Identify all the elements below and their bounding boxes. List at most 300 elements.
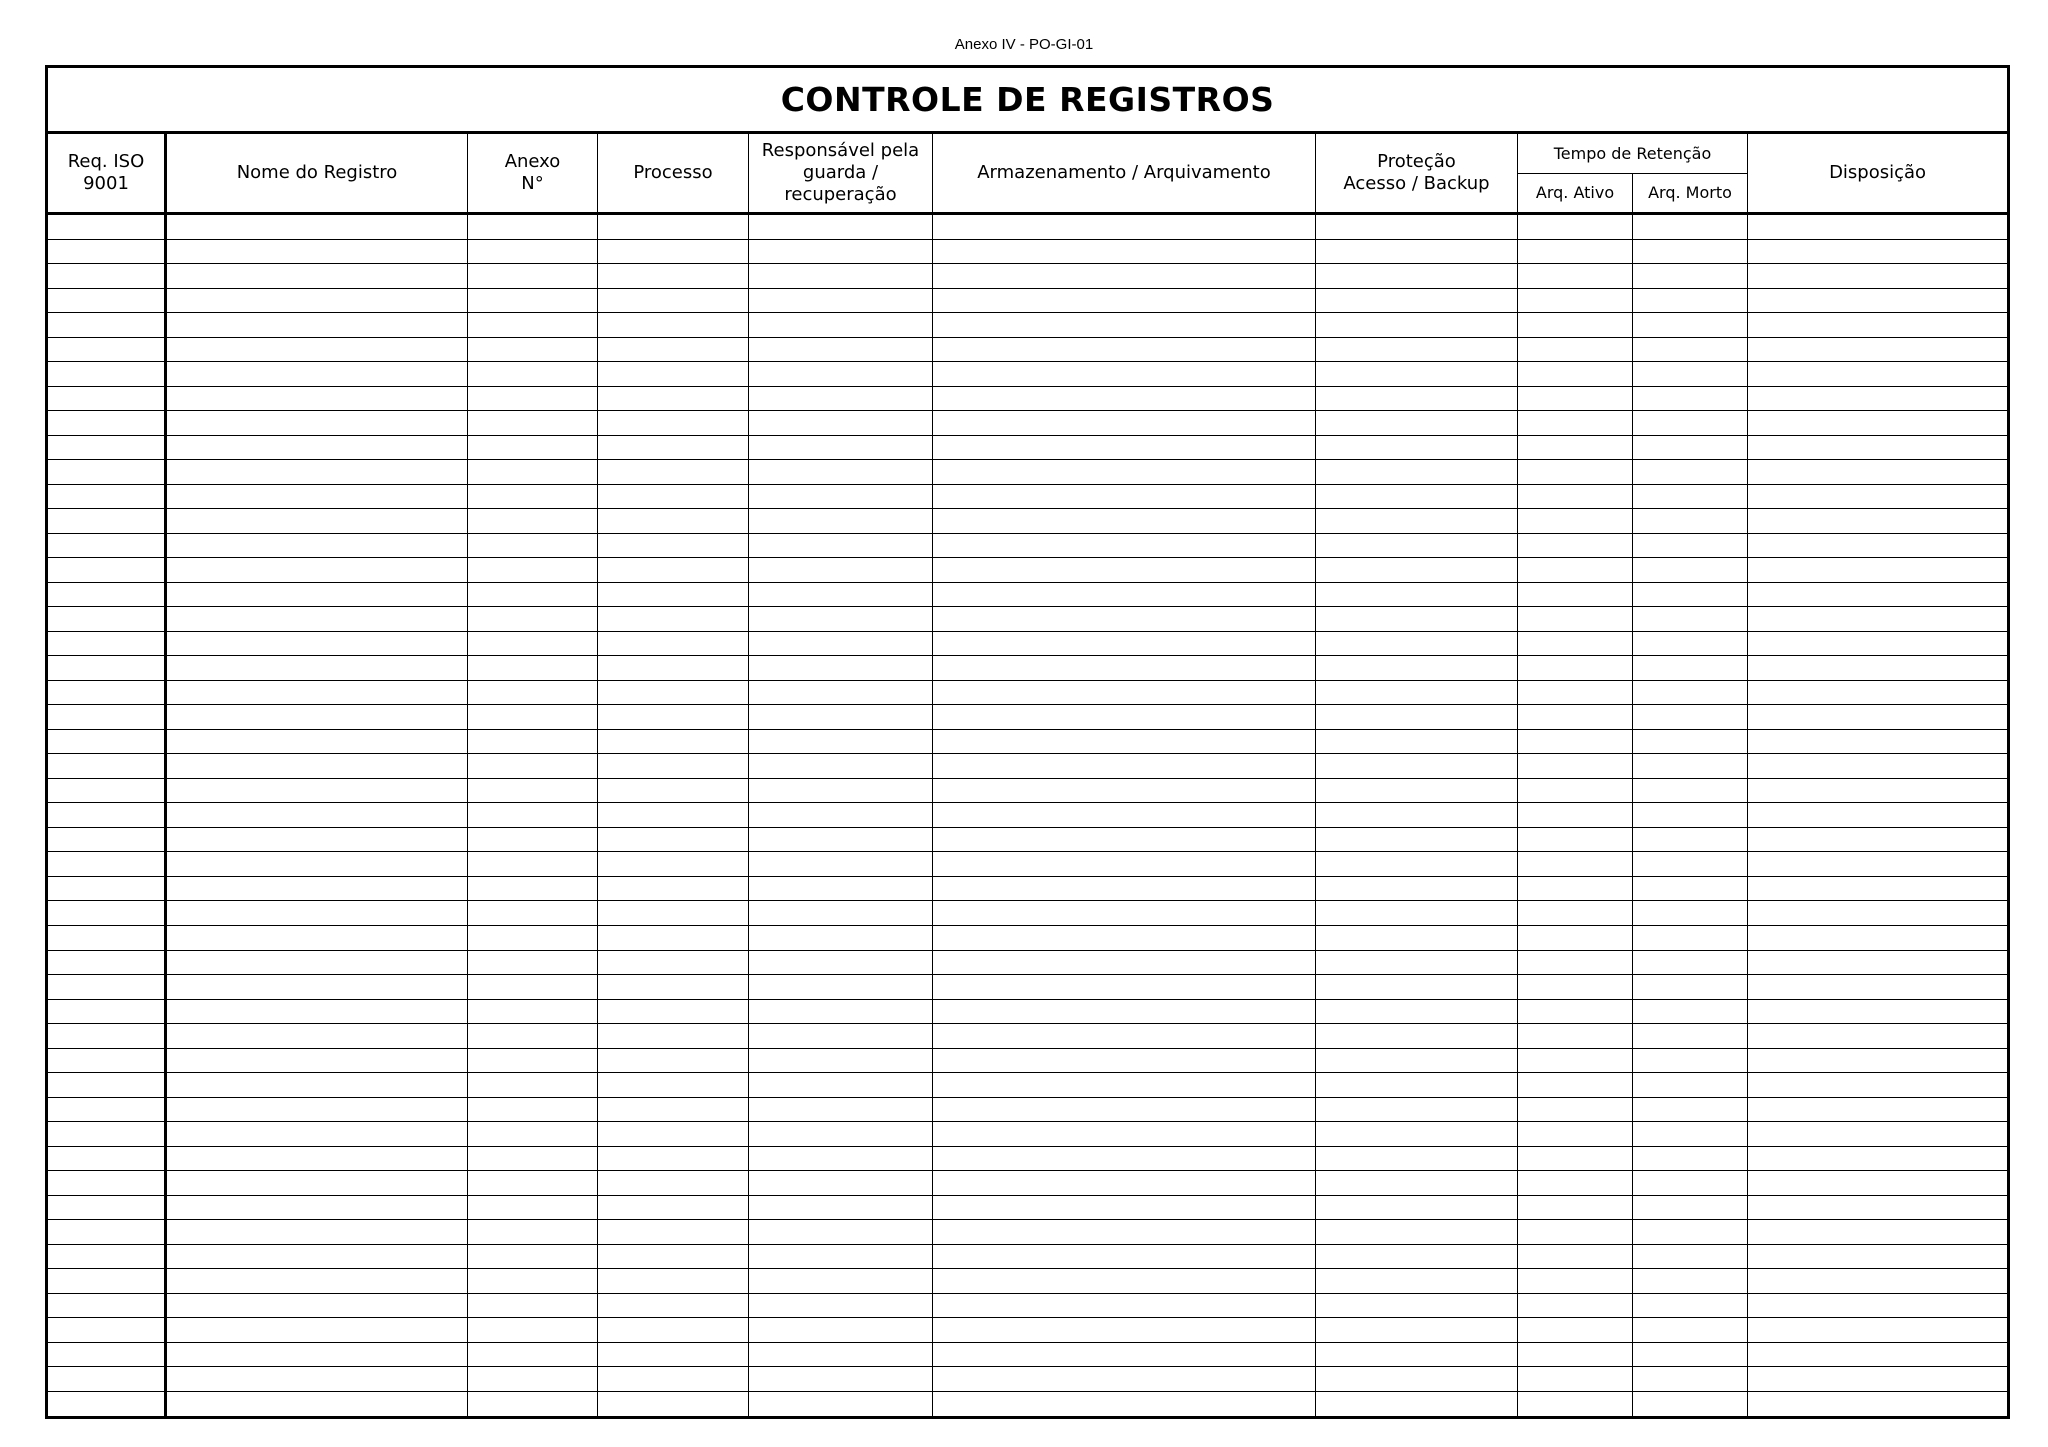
cell-arq-morto[interactable]	[1633, 509, 1748, 534]
cell-nome-registro[interactable]	[166, 337, 468, 362]
cell-disposicao[interactable]	[1748, 1195, 2009, 1220]
cell-processo[interactable]	[598, 1244, 749, 1269]
cell-anexo[interactable]	[468, 1367, 598, 1392]
cell-protecao[interactable]	[1316, 1171, 1518, 1196]
cell-disposicao[interactable]	[1748, 754, 2009, 779]
cell-armazenamento[interactable]	[933, 607, 1316, 632]
cell-responsavel[interactable]	[749, 239, 933, 264]
cell-req-iso[interactable]	[47, 803, 166, 828]
cell-arq-ativo[interactable]	[1518, 239, 1633, 264]
cell-nome-registro[interactable]	[166, 607, 468, 632]
cell-armazenamento[interactable]	[933, 435, 1316, 460]
cell-processo[interactable]	[598, 901, 749, 926]
cell-armazenamento[interactable]	[933, 656, 1316, 681]
cell-disposicao[interactable]	[1748, 607, 2009, 632]
cell-anexo[interactable]	[468, 533, 598, 558]
cell-protecao[interactable]	[1316, 607, 1518, 632]
cell-arq-ativo[interactable]	[1518, 362, 1633, 387]
cell-nome-registro[interactable]	[166, 1048, 468, 1073]
cell-disposicao[interactable]	[1748, 558, 2009, 583]
cell-protecao[interactable]	[1316, 558, 1518, 583]
cell-arq-ativo[interactable]	[1518, 484, 1633, 509]
cell-responsavel[interactable]	[749, 1048, 933, 1073]
cell-arq-ativo[interactable]	[1518, 1146, 1633, 1171]
cell-disposicao[interactable]	[1748, 214, 2009, 240]
cell-responsavel[interactable]	[749, 803, 933, 828]
cell-req-iso[interactable]	[47, 1293, 166, 1318]
cell-arq-ativo[interactable]	[1518, 607, 1633, 632]
cell-disposicao[interactable]	[1748, 950, 2009, 975]
cell-armazenamento[interactable]	[933, 1269, 1316, 1294]
cell-armazenamento[interactable]	[933, 680, 1316, 705]
cell-anexo[interactable]	[468, 778, 598, 803]
cell-responsavel[interactable]	[749, 1122, 933, 1147]
cell-responsavel[interactable]	[749, 607, 933, 632]
cell-protecao[interactable]	[1316, 778, 1518, 803]
cell-arq-morto[interactable]	[1633, 1097, 1748, 1122]
cell-protecao[interactable]	[1316, 975, 1518, 1000]
cell-arq-morto[interactable]	[1633, 1391, 1748, 1417]
cell-protecao[interactable]	[1316, 803, 1518, 828]
cell-nome-registro[interactable]	[166, 680, 468, 705]
cell-nome-registro[interactable]	[166, 1244, 468, 1269]
cell-protecao[interactable]	[1316, 1220, 1518, 1245]
cell-disposicao[interactable]	[1748, 975, 2009, 1000]
cell-anexo[interactable]	[468, 852, 598, 877]
cell-armazenamento[interactable]	[933, 852, 1316, 877]
cell-processo[interactable]	[598, 214, 749, 240]
cell-processo[interactable]	[598, 1195, 749, 1220]
cell-anexo[interactable]	[468, 337, 598, 362]
cell-armazenamento[interactable]	[933, 484, 1316, 509]
cell-req-iso[interactable]	[47, 460, 166, 485]
cell-processo[interactable]	[598, 950, 749, 975]
cell-anexo[interactable]	[468, 656, 598, 681]
cell-arq-morto[interactable]	[1633, 1220, 1748, 1245]
cell-processo[interactable]	[598, 827, 749, 852]
cell-disposicao[interactable]	[1748, 1171, 2009, 1196]
cell-nome-registro[interactable]	[166, 1146, 468, 1171]
cell-responsavel[interactable]	[749, 1391, 933, 1417]
cell-disposicao[interactable]	[1748, 631, 2009, 656]
cell-processo[interactable]	[598, 484, 749, 509]
cell-protecao[interactable]	[1316, 509, 1518, 534]
cell-responsavel[interactable]	[749, 1342, 933, 1367]
cell-protecao[interactable]	[1316, 1318, 1518, 1343]
cell-req-iso[interactable]	[47, 680, 166, 705]
cell-processo[interactable]	[598, 1269, 749, 1294]
cell-armazenamento[interactable]	[933, 999, 1316, 1024]
cell-arq-morto[interactable]	[1633, 680, 1748, 705]
cell-processo[interactable]	[598, 631, 749, 656]
cell-armazenamento[interactable]	[933, 1367, 1316, 1392]
cell-responsavel[interactable]	[749, 1220, 933, 1245]
cell-nome-registro[interactable]	[166, 926, 468, 951]
cell-protecao[interactable]	[1316, 214, 1518, 240]
cell-armazenamento[interactable]	[933, 778, 1316, 803]
cell-arq-ativo[interactable]	[1518, 705, 1633, 730]
cell-disposicao[interactable]	[1748, 901, 2009, 926]
cell-protecao[interactable]	[1316, 1097, 1518, 1122]
cell-req-iso[interactable]	[47, 1024, 166, 1049]
cell-arq-ativo[interactable]	[1518, 631, 1633, 656]
cell-req-iso[interactable]	[47, 386, 166, 411]
cell-armazenamento[interactable]	[933, 1342, 1316, 1367]
cell-responsavel[interactable]	[749, 1244, 933, 1269]
cell-arq-morto[interactable]	[1633, 386, 1748, 411]
cell-anexo[interactable]	[468, 1342, 598, 1367]
cell-anexo[interactable]	[468, 1048, 598, 1073]
cell-protecao[interactable]	[1316, 1146, 1518, 1171]
cell-responsavel[interactable]	[749, 1073, 933, 1098]
cell-disposicao[interactable]	[1748, 680, 2009, 705]
cell-anexo[interactable]	[468, 975, 598, 1000]
cell-arq-ativo[interactable]	[1518, 1122, 1633, 1147]
cell-arq-morto[interactable]	[1633, 729, 1748, 754]
cell-protecao[interactable]	[1316, 337, 1518, 362]
cell-arq-ativo[interactable]	[1518, 214, 1633, 240]
cell-arq-ativo[interactable]	[1518, 999, 1633, 1024]
cell-arq-morto[interactable]	[1633, 656, 1748, 681]
cell-disposicao[interactable]	[1748, 1293, 2009, 1318]
cell-anexo[interactable]	[468, 1073, 598, 1098]
cell-arq-morto[interactable]	[1633, 582, 1748, 607]
cell-req-iso[interactable]	[47, 1220, 166, 1245]
cell-responsavel[interactable]	[749, 264, 933, 289]
cell-anexo[interactable]	[468, 729, 598, 754]
cell-arq-morto[interactable]	[1633, 926, 1748, 951]
cell-responsavel[interactable]	[749, 975, 933, 1000]
cell-arq-ativo[interactable]	[1518, 656, 1633, 681]
cell-processo[interactable]	[598, 803, 749, 828]
cell-arq-morto[interactable]	[1633, 484, 1748, 509]
cell-protecao[interactable]	[1316, 1293, 1518, 1318]
cell-nome-registro[interactable]	[166, 411, 468, 436]
cell-arq-ativo[interactable]	[1518, 264, 1633, 289]
cell-arq-ativo[interactable]	[1518, 558, 1633, 583]
cell-nome-registro[interactable]	[166, 1367, 468, 1392]
cell-anexo[interactable]	[468, 926, 598, 951]
cell-anexo[interactable]	[468, 239, 598, 264]
cell-req-iso[interactable]	[47, 214, 166, 240]
cell-arq-ativo[interactable]	[1518, 950, 1633, 975]
cell-responsavel[interactable]	[749, 460, 933, 485]
cell-armazenamento[interactable]	[933, 288, 1316, 313]
cell-processo[interactable]	[598, 460, 749, 485]
cell-arq-morto[interactable]	[1633, 827, 1748, 852]
cell-req-iso[interactable]	[47, 950, 166, 975]
cell-disposicao[interactable]	[1748, 705, 2009, 730]
cell-req-iso[interactable]	[47, 1048, 166, 1073]
cell-nome-registro[interactable]	[166, 631, 468, 656]
cell-arq-ativo[interactable]	[1518, 1220, 1633, 1245]
cell-arq-morto[interactable]	[1633, 975, 1748, 1000]
cell-armazenamento[interactable]	[933, 239, 1316, 264]
cell-processo[interactable]	[598, 1048, 749, 1073]
cell-responsavel[interactable]	[749, 582, 933, 607]
cell-protecao[interactable]	[1316, 852, 1518, 877]
cell-protecao[interactable]	[1316, 582, 1518, 607]
cell-protecao[interactable]	[1316, 1391, 1518, 1417]
cell-armazenamento[interactable]	[933, 705, 1316, 730]
cell-arq-morto[interactable]	[1633, 754, 1748, 779]
cell-arq-morto[interactable]	[1633, 607, 1748, 632]
cell-arq-ativo[interactable]	[1518, 1391, 1633, 1417]
cell-disposicao[interactable]	[1748, 313, 2009, 338]
cell-nome-registro[interactable]	[166, 656, 468, 681]
cell-req-iso[interactable]	[47, 288, 166, 313]
cell-req-iso[interactable]	[47, 1122, 166, 1147]
cell-arq-morto[interactable]	[1633, 1269, 1748, 1294]
cell-nome-registro[interactable]	[166, 264, 468, 289]
cell-armazenamento[interactable]	[933, 1122, 1316, 1147]
cell-req-iso[interactable]	[47, 827, 166, 852]
cell-anexo[interactable]	[468, 631, 598, 656]
cell-processo[interactable]	[598, 1171, 749, 1196]
cell-arq-morto[interactable]	[1633, 435, 1748, 460]
cell-protecao[interactable]	[1316, 411, 1518, 436]
cell-protecao[interactable]	[1316, 435, 1518, 460]
cell-processo[interactable]	[598, 239, 749, 264]
cell-req-iso[interactable]	[47, 509, 166, 534]
cell-anexo[interactable]	[468, 1269, 598, 1294]
cell-anexo[interactable]	[468, 876, 598, 901]
cell-processo[interactable]	[598, 778, 749, 803]
cell-responsavel[interactable]	[749, 337, 933, 362]
cell-responsavel[interactable]	[749, 533, 933, 558]
cell-disposicao[interactable]	[1748, 533, 2009, 558]
cell-disposicao[interactable]	[1748, 852, 2009, 877]
cell-processo[interactable]	[598, 999, 749, 1024]
cell-armazenamento[interactable]	[933, 1220, 1316, 1245]
cell-anexo[interactable]	[468, 435, 598, 460]
cell-req-iso[interactable]	[47, 1318, 166, 1343]
cell-disposicao[interactable]	[1748, 656, 2009, 681]
cell-responsavel[interactable]	[749, 778, 933, 803]
cell-responsavel[interactable]	[749, 1367, 933, 1392]
cell-anexo[interactable]	[468, 558, 598, 583]
cell-nome-registro[interactable]	[166, 239, 468, 264]
cell-responsavel[interactable]	[749, 484, 933, 509]
cell-disposicao[interactable]	[1748, 386, 2009, 411]
cell-arq-morto[interactable]	[1633, 705, 1748, 730]
cell-arq-morto[interactable]	[1633, 1146, 1748, 1171]
cell-disposicao[interactable]	[1748, 1048, 2009, 1073]
cell-arq-morto[interactable]	[1633, 1073, 1748, 1098]
cell-nome-registro[interactable]	[166, 1220, 468, 1245]
cell-processo[interactable]	[598, 533, 749, 558]
cell-processo[interactable]	[598, 1318, 749, 1343]
cell-armazenamento[interactable]	[933, 1391, 1316, 1417]
cell-protecao[interactable]	[1316, 1195, 1518, 1220]
cell-anexo[interactable]	[468, 754, 598, 779]
cell-arq-morto[interactable]	[1633, 214, 1748, 240]
cell-processo[interactable]	[598, 313, 749, 338]
cell-anexo[interactable]	[468, 803, 598, 828]
cell-arq-ativo[interactable]	[1518, 729, 1633, 754]
cell-disposicao[interactable]	[1748, 1391, 2009, 1417]
cell-arq-ativo[interactable]	[1518, 680, 1633, 705]
cell-armazenamento[interactable]	[933, 926, 1316, 951]
cell-nome-registro[interactable]	[166, 1073, 468, 1098]
cell-armazenamento[interactable]	[933, 362, 1316, 387]
cell-responsavel[interactable]	[749, 1146, 933, 1171]
cell-req-iso[interactable]	[47, 631, 166, 656]
cell-armazenamento[interactable]	[933, 975, 1316, 1000]
cell-nome-registro[interactable]	[166, 729, 468, 754]
cell-responsavel[interactable]	[749, 631, 933, 656]
cell-nome-registro[interactable]	[166, 950, 468, 975]
cell-protecao[interactable]	[1316, 754, 1518, 779]
cell-arq-ativo[interactable]	[1518, 1244, 1633, 1269]
cell-arq-morto[interactable]	[1633, 901, 1748, 926]
cell-responsavel[interactable]	[749, 214, 933, 240]
cell-arq-morto[interactable]	[1633, 533, 1748, 558]
cell-nome-registro[interactable]	[166, 1269, 468, 1294]
cell-processo[interactable]	[598, 337, 749, 362]
cell-nome-registro[interactable]	[166, 803, 468, 828]
cell-protecao[interactable]	[1316, 901, 1518, 926]
cell-protecao[interactable]	[1316, 1269, 1518, 1294]
cell-protecao[interactable]	[1316, 705, 1518, 730]
cell-arq-ativo[interactable]	[1518, 1073, 1633, 1098]
cell-responsavel[interactable]	[749, 1171, 933, 1196]
cell-req-iso[interactable]	[47, 1146, 166, 1171]
cell-nome-registro[interactable]	[166, 1122, 468, 1147]
cell-req-iso[interactable]	[47, 901, 166, 926]
cell-protecao[interactable]	[1316, 1122, 1518, 1147]
cell-nome-registro[interactable]	[166, 582, 468, 607]
cell-arq-ativo[interactable]	[1518, 1024, 1633, 1049]
cell-arq-ativo[interactable]	[1518, 1195, 1633, 1220]
cell-nome-registro[interactable]	[166, 1171, 468, 1196]
cell-anexo[interactable]	[468, 1024, 598, 1049]
cell-disposicao[interactable]	[1748, 1342, 2009, 1367]
cell-arq-ativo[interactable]	[1518, 435, 1633, 460]
cell-armazenamento[interactable]	[933, 1146, 1316, 1171]
cell-arq-morto[interactable]	[1633, 876, 1748, 901]
cell-responsavel[interactable]	[749, 313, 933, 338]
cell-nome-registro[interactable]	[166, 852, 468, 877]
cell-disposicao[interactable]	[1748, 1220, 2009, 1245]
cell-anexo[interactable]	[468, 288, 598, 313]
cell-protecao[interactable]	[1316, 264, 1518, 289]
cell-armazenamento[interactable]	[933, 803, 1316, 828]
cell-arq-morto[interactable]	[1633, 264, 1748, 289]
cell-req-iso[interactable]	[47, 656, 166, 681]
cell-protecao[interactable]	[1316, 1073, 1518, 1098]
cell-arq-ativo[interactable]	[1518, 926, 1633, 951]
cell-anexo[interactable]	[468, 1195, 598, 1220]
cell-req-iso[interactable]	[47, 1342, 166, 1367]
cell-req-iso[interactable]	[47, 1244, 166, 1269]
cell-armazenamento[interactable]	[933, 558, 1316, 583]
cell-anexo[interactable]	[468, 680, 598, 705]
cell-armazenamento[interactable]	[933, 460, 1316, 485]
cell-arq-ativo[interactable]	[1518, 778, 1633, 803]
cell-processo[interactable]	[598, 729, 749, 754]
cell-req-iso[interactable]	[47, 607, 166, 632]
cell-arq-morto[interactable]	[1633, 631, 1748, 656]
cell-disposicao[interactable]	[1748, 827, 2009, 852]
cell-disposicao[interactable]	[1748, 435, 2009, 460]
cell-arq-morto[interactable]	[1633, 1048, 1748, 1073]
cell-anexo[interactable]	[468, 827, 598, 852]
cell-anexo[interactable]	[468, 1391, 598, 1417]
cell-processo[interactable]	[598, 386, 749, 411]
cell-arq-ativo[interactable]	[1518, 1171, 1633, 1196]
cell-nome-registro[interactable]	[166, 1097, 468, 1122]
cell-anexo[interactable]	[468, 313, 598, 338]
cell-protecao[interactable]	[1316, 876, 1518, 901]
cell-responsavel[interactable]	[749, 680, 933, 705]
cell-processo[interactable]	[598, 1342, 749, 1367]
cell-protecao[interactable]	[1316, 926, 1518, 951]
cell-arq-morto[interactable]	[1633, 1244, 1748, 1269]
cell-anexo[interactable]	[468, 1097, 598, 1122]
cell-responsavel[interactable]	[749, 1024, 933, 1049]
cell-protecao[interactable]	[1316, 239, 1518, 264]
cell-disposicao[interactable]	[1748, 460, 2009, 485]
cell-req-iso[interactable]	[47, 1195, 166, 1220]
cell-protecao[interactable]	[1316, 362, 1518, 387]
cell-arq-morto[interactable]	[1633, 1342, 1748, 1367]
cell-anexo[interactable]	[468, 362, 598, 387]
cell-processo[interactable]	[598, 1097, 749, 1122]
cell-arq-morto[interactable]	[1633, 950, 1748, 975]
cell-responsavel[interactable]	[749, 509, 933, 534]
cell-nome-registro[interactable]	[166, 1293, 468, 1318]
cell-nome-registro[interactable]	[166, 778, 468, 803]
cell-processo[interactable]	[598, 1122, 749, 1147]
cell-responsavel[interactable]	[749, 926, 933, 951]
cell-anexo[interactable]	[468, 950, 598, 975]
cell-processo[interactable]	[598, 558, 749, 583]
cell-disposicao[interactable]	[1748, 1024, 2009, 1049]
cell-arq-ativo[interactable]	[1518, 876, 1633, 901]
cell-arq-morto[interactable]	[1633, 337, 1748, 362]
cell-armazenamento[interactable]	[933, 1024, 1316, 1049]
cell-armazenamento[interactable]	[933, 950, 1316, 975]
cell-protecao[interactable]	[1316, 827, 1518, 852]
cell-disposicao[interactable]	[1748, 1146, 2009, 1171]
cell-processo[interactable]	[598, 435, 749, 460]
cell-responsavel[interactable]	[749, 705, 933, 730]
cell-disposicao[interactable]	[1748, 484, 2009, 509]
cell-nome-registro[interactable]	[166, 1391, 468, 1417]
cell-nome-registro[interactable]	[166, 362, 468, 387]
cell-armazenamento[interactable]	[933, 876, 1316, 901]
cell-processo[interactable]	[598, 1391, 749, 1417]
cell-arq-ativo[interactable]	[1518, 533, 1633, 558]
cell-nome-registro[interactable]	[166, 460, 468, 485]
cell-nome-registro[interactable]	[166, 533, 468, 558]
cell-armazenamento[interactable]	[933, 754, 1316, 779]
cell-armazenamento[interactable]	[933, 582, 1316, 607]
cell-nome-registro[interactable]	[166, 1024, 468, 1049]
cell-armazenamento[interactable]	[933, 214, 1316, 240]
cell-arq-ativo[interactable]	[1518, 901, 1633, 926]
cell-protecao[interactable]	[1316, 680, 1518, 705]
cell-req-iso[interactable]	[47, 876, 166, 901]
cell-req-iso[interactable]	[47, 558, 166, 583]
cell-disposicao[interactable]	[1748, 509, 2009, 534]
cell-processo[interactable]	[598, 411, 749, 436]
cell-responsavel[interactable]	[749, 362, 933, 387]
cell-req-iso[interactable]	[47, 533, 166, 558]
cell-anexo[interactable]	[468, 1244, 598, 1269]
cell-nome-registro[interactable]	[166, 827, 468, 852]
